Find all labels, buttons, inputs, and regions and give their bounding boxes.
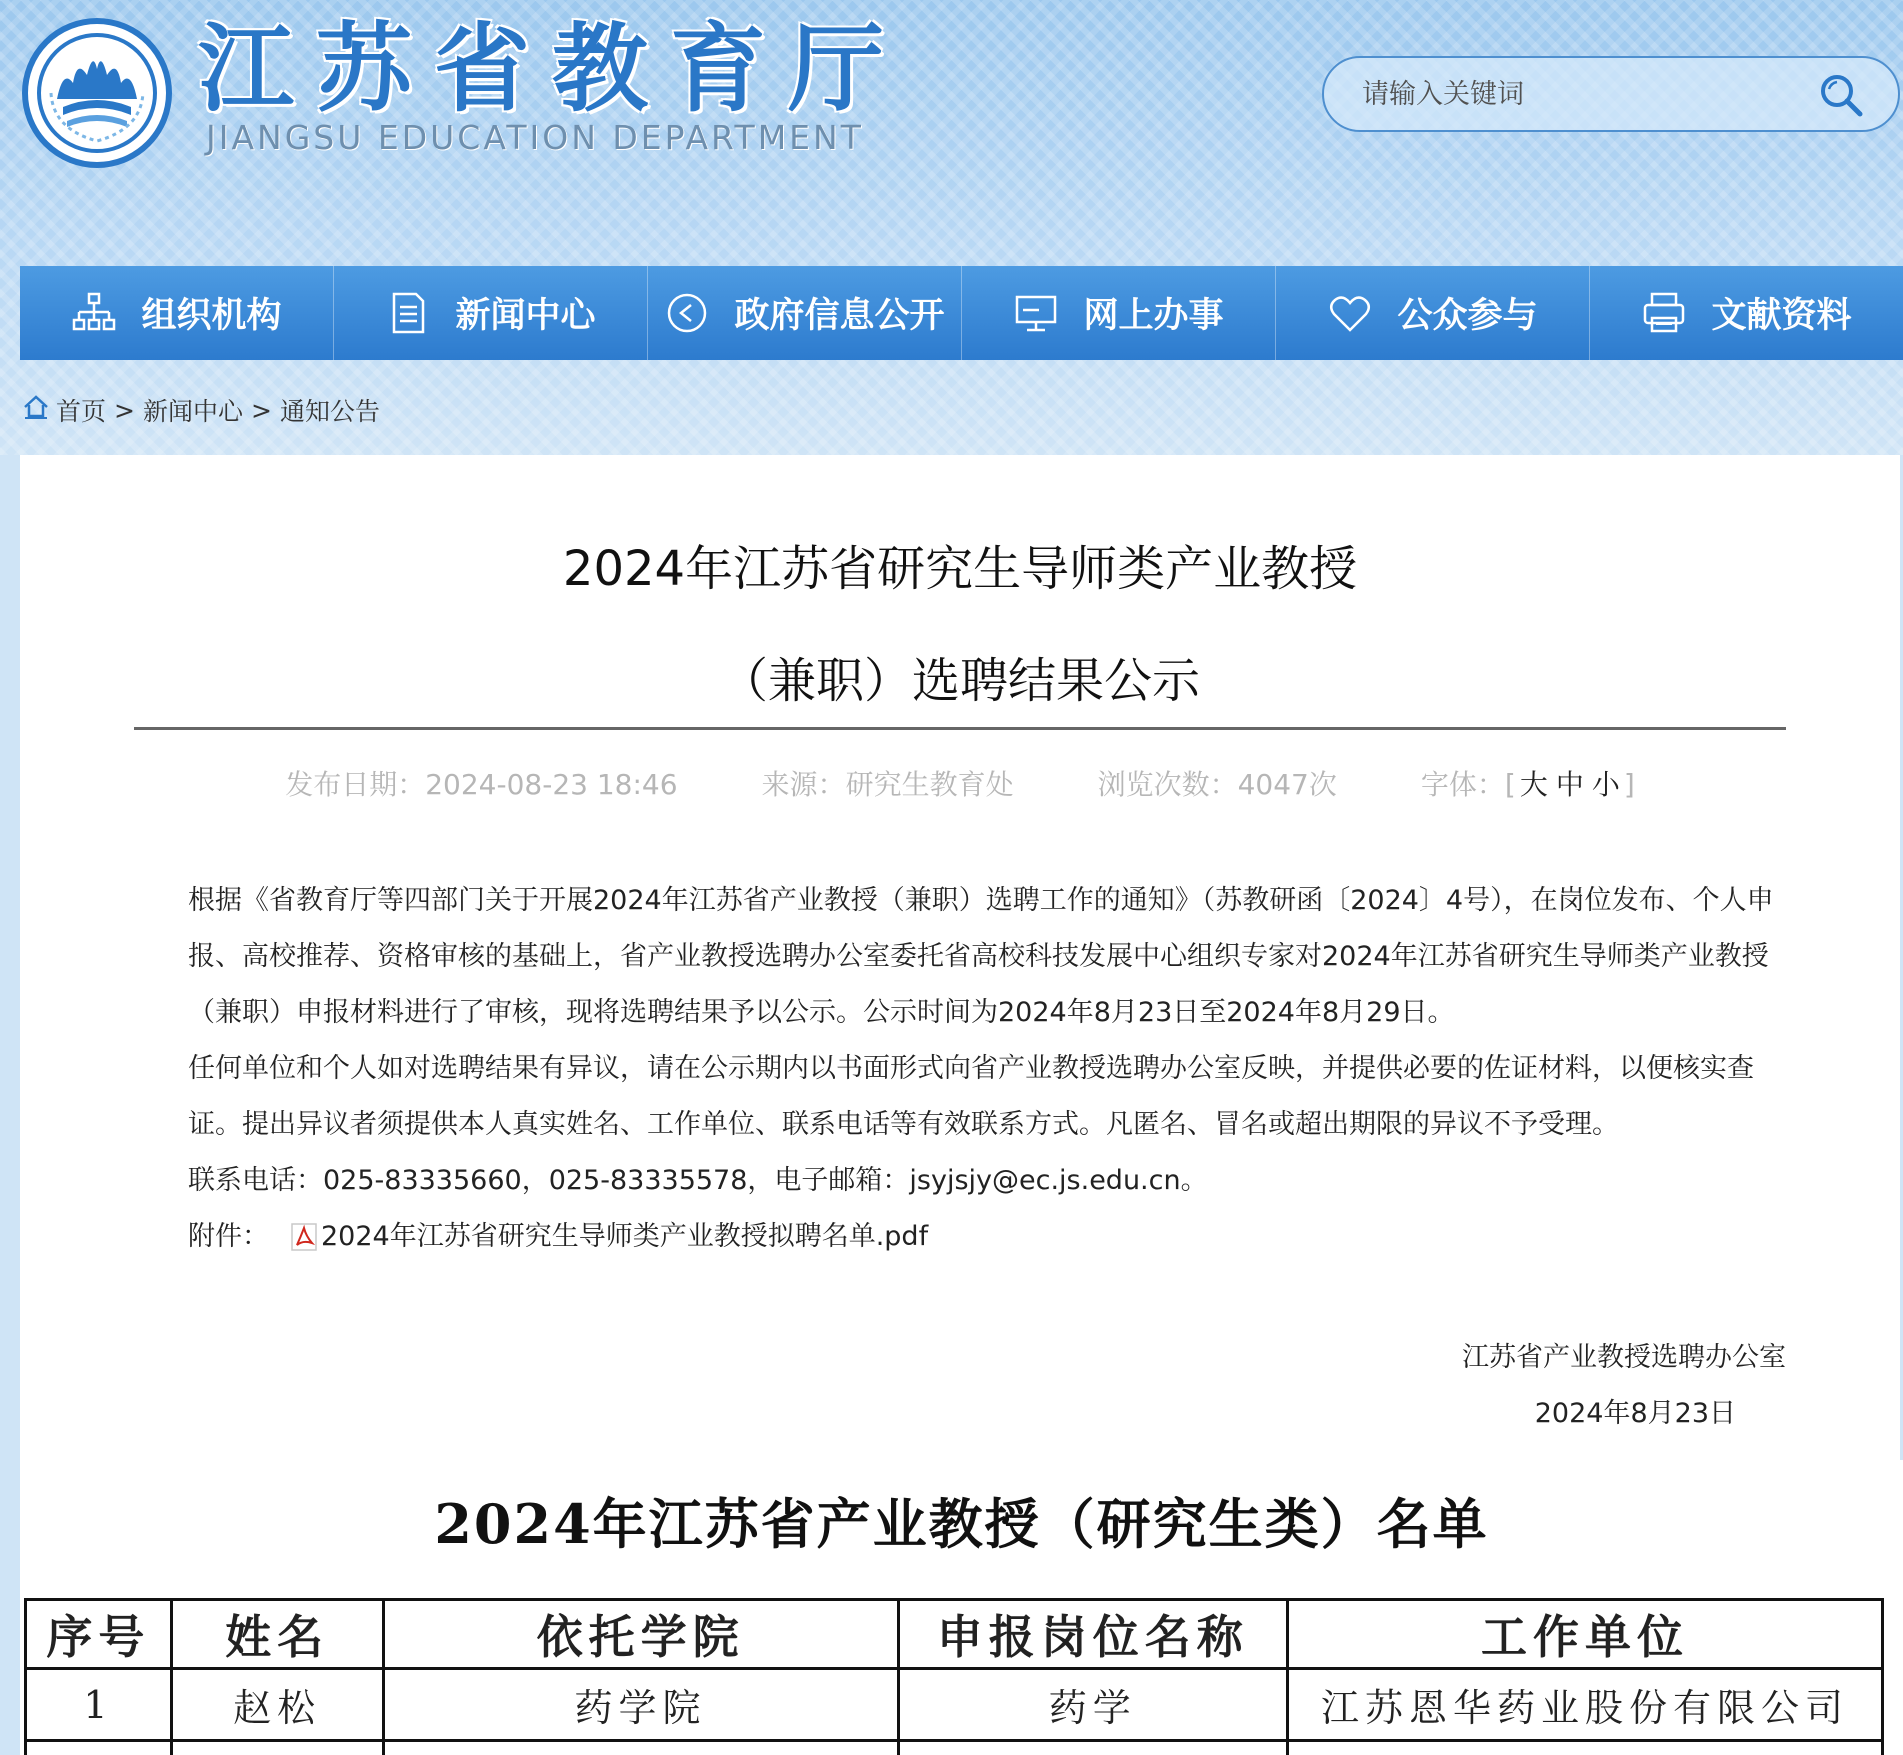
- source-label: 来源：: [761, 768, 846, 801]
- attachment-label: 附件：: [188, 1221, 269, 1252]
- roster-image: [20, 1460, 1903, 1755]
- site-title: 江苏省教育厅: [198, 12, 906, 125]
- column-header: 工作单位: [1287, 1600, 1882, 1669]
- column-header: 依托学院: [383, 1600, 898, 1669]
- table-header-row: [26, 1600, 1883, 1669]
- nav-item-online-service[interactable]: [962, 266, 1276, 360]
- attachment-row: [134, 1209, 1786, 1265]
- publish-date-label: 发布日期：: [285, 768, 426, 801]
- attachment-link[interactable]: 2024年江苏省研究生导师类产业教授拟聘名单.pdf: [321, 1221, 929, 1252]
- search-box: [1322, 56, 1900, 132]
- article-meta: [20, 763, 1900, 803]
- publish-date-value: 2024-08-23 18:46: [425, 768, 678, 801]
- main-nav: [20, 266, 1903, 360]
- signature-organization: 江苏省产业教授选聘办公室: [1462, 1342, 1786, 1373]
- table-row: [26, 1669, 1883, 1741]
- bracket-close: ]: [1623, 768, 1635, 801]
- play-circle-icon: [664, 290, 710, 336]
- article-title-line-1: 2024年江苏省研究生导师类产业教授: [562, 541, 1358, 597]
- roster-table: [24, 1598, 1884, 1755]
- table-cell: 江苏恩华药业股份有限公司: [1287, 1669, 1882, 1741]
- nav-label: 网上办事: [1083, 296, 1224, 336]
- nav-label: 政府信息公开: [734, 296, 945, 336]
- nav-label: 组织机构: [141, 296, 282, 336]
- breadcrumb-home[interactable]: 首页: [56, 397, 107, 426]
- bracket-open: [: [1504, 768, 1516, 801]
- table-cell: 赵松: [171, 1669, 383, 1741]
- column-header: 序号: [26, 1600, 172, 1669]
- publish-date: [285, 763, 677, 803]
- article-paragraph-1: [134, 873, 1786, 1041]
- font-size-controls: [1421, 763, 1635, 803]
- table-cell: 药学: [898, 1669, 1287, 1741]
- logo-emblem[interactable]: [22, 18, 172, 168]
- search-icon[interactable]: [1818, 72, 1864, 118]
- nav-item-literature[interactable]: [1590, 266, 1903, 360]
- breadcrumb: [22, 392, 380, 428]
- table-row-partial: [26, 1741, 1883, 1755]
- column-header: 申报岗位名称: [898, 1600, 1287, 1669]
- paragraph-text: 任何单位和个人如对选聘结果有异议，请在公示期内以书面形式向省产业教授选聘办公室反映，并提供必要的佐证材料，以便核实查证。提出异议者须提供本人真实姓名、工作单位、联系电话等有效联系方式。凡匿名、冒名或超出期限的异议不予受理。: [188, 1053, 1754, 1140]
- breadcrumb-separator: >: [114, 395, 135, 425]
- document-icon: [385, 290, 431, 336]
- source-value: 研究生教育处: [845, 768, 1014, 801]
- roster-title: 2024年江苏省产业教授（研究生类）名单: [434, 1492, 1489, 1556]
- article-paragraph-2: [134, 1041, 1786, 1153]
- nav-label: 新闻中心: [455, 296, 596, 336]
- home-icon[interactable]: [22, 393, 50, 427]
- pdf-icon: [289, 1222, 319, 1252]
- org-chart-icon: [71, 290, 117, 336]
- font-size-large[interactable]: 大: [1519, 768, 1548, 801]
- breadcrumb-separator: >: [250, 395, 272, 425]
- signature-date: 2024年8月23日: [1534, 1398, 1736, 1429]
- view-count-label: 浏览次数：: [1097, 768, 1238, 801]
- table-cell: 1: [26, 1669, 172, 1741]
- site-subtitle: JIANGSU EDUCATION DEPARTMENT: [206, 118, 864, 157]
- book-flame-icon: [33, 29, 161, 157]
- font-size-medium[interactable]: 中: [1555, 768, 1584, 801]
- nav-label: 文献资料: [1711, 296, 1852, 336]
- view-count: [1098, 763, 1337, 803]
- monitor-icon: [1013, 290, 1059, 336]
- view-count-value: 4047次: [1237, 768, 1337, 801]
- site-header: [0, 0, 1903, 455]
- nav-item-gov-info[interactable]: [648, 266, 962, 360]
- breadcrumb-news[interactable]: 新闻中心: [142, 397, 243, 426]
- article-panel: [20, 455, 1900, 1460]
- table-cell: 药学院: [383, 1669, 898, 1741]
- nav-label: 公众参与: [1397, 296, 1538, 336]
- title-divider: [134, 727, 1786, 730]
- nav-item-news[interactable]: [334, 266, 648, 360]
- source: [762, 763, 1014, 803]
- printer-icon: [1641, 290, 1687, 336]
- search-input[interactable]: [1362, 79, 1802, 110]
- nav-item-organization[interactable]: [20, 266, 334, 360]
- font-size-small[interactable]: 小: [1591, 768, 1620, 801]
- column-header: 姓名: [171, 1600, 383, 1669]
- breadcrumb-notices[interactable]: 通知公告: [279, 397, 380, 426]
- paragraph-text: 根据《省教育厅等四部门关于开展2024年江苏省产业教授（兼职）选聘工作的通知》（苏教研函〔2024〕4号），在岗位发布、个人申报、高校推荐、资格审核的基础上，省产业教授选聘办公室委托省高校科技发展中心组织专家对2024年江苏省研究生导师类产业教授（兼职）申报材料进行了审核，现将选聘结果予以公示。公示时间为2024年8月23日至2024年8月29日。: [188, 885, 1774, 1028]
- nav-item-public-participation[interactable]: [1276, 266, 1590, 360]
- contact-info: 联系电话：025-83335660，025-83335578，电子邮箱：jsyjsjy@ec.js.edu.cn。: [188, 1165, 1208, 1196]
- heart-icon: [1327, 290, 1373, 336]
- article-title-line-2: （兼职）选聘结果公示: [719, 653, 1200, 709]
- font-size-label: 字体：: [1420, 768, 1505, 801]
